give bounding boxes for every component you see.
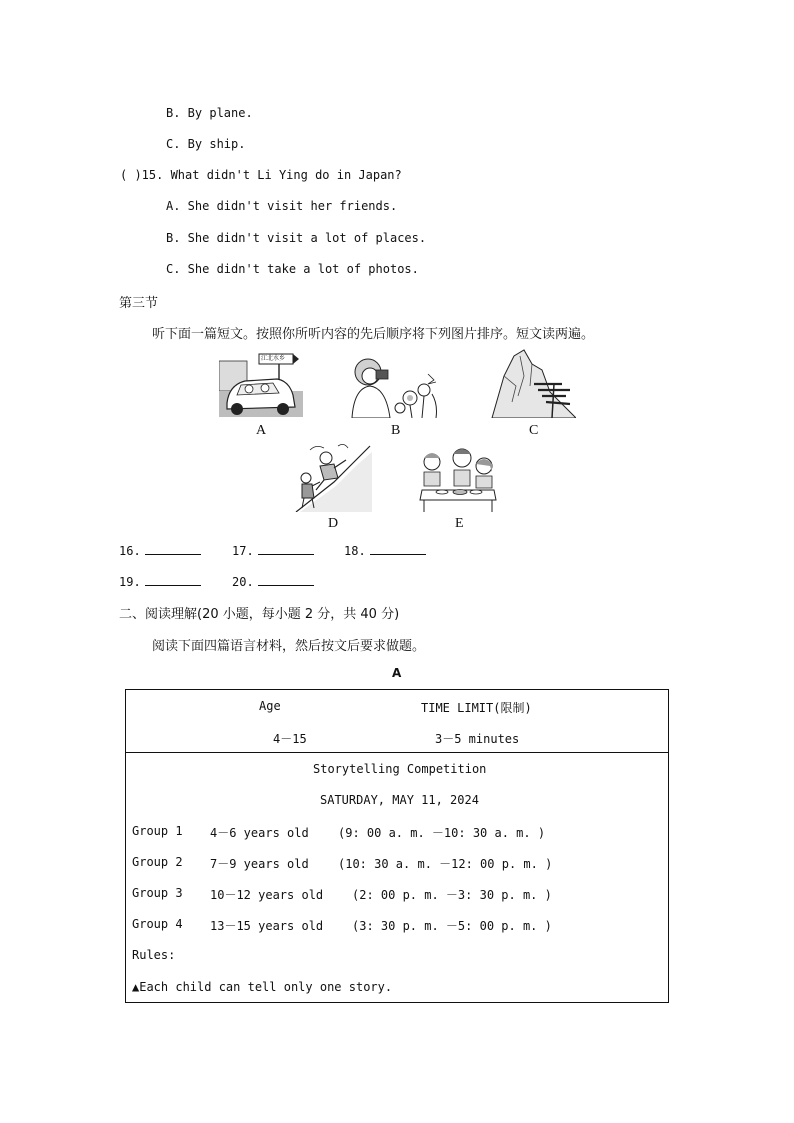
answer-16-number: 16. [119, 544, 141, 558]
group-1-name: Group 1 [132, 824, 183, 838]
answer-18 [344, 542, 426, 558]
group-2-name: Group 2 [132, 855, 183, 869]
answer-20-number: 20. [232, 575, 254, 589]
group-2-ages: 7－9 years old [210, 857, 309, 871]
answer-17-blank[interactable] [258, 542, 314, 555]
picture-b-label: B [391, 423, 401, 438]
group-3-time: (2: 00 p. m. －3: 30 p. m. ) [352, 888, 552, 902]
section3-instruction: 听下面一篇短文。按照你所听内容的先后顺序将下列图片排序。短文读两遍。 [152, 327, 595, 342]
group-2-time: (10: 30 a. m. －12: 00 p. m. ) [338, 857, 553, 871]
part2-title: 二、阅读理解(20 小题，每小题 2 分，共 40 分) [119, 607, 400, 622]
table-header-age: Age [259, 699, 281, 713]
picture-d-climbing-illustration [294, 442, 372, 512]
rule-1: ▲Each child can tell only one story. [132, 980, 393, 994]
q15-option-c: C. She didn't take a lot of photos. [166, 262, 419, 276]
answer-17-number: 17. [232, 544, 254, 558]
section3-title: 第三节 [119, 296, 159, 311]
answer-19-blank[interactable] [145, 573, 201, 586]
group-4-time: (3: 30 p. m. －5: 00 p. m. ) [352, 919, 552, 933]
q15-stem: ( )15. What didn't Li Ying do in Japan? [120, 168, 402, 182]
answer-17 [232, 542, 314, 558]
table-header-time-limit: TIME LIMIT(限制) [421, 701, 532, 715]
table-value-age: 4－15 [273, 732, 307, 746]
answer-19-number: 19. [119, 575, 141, 589]
road-sign-text: 江北水乡 [261, 355, 286, 362]
picture-a-label: A [256, 423, 267, 438]
picture-a-car-illustration [219, 351, 303, 417]
passage-label: A [392, 666, 402, 680]
group-3-name: Group 3 [132, 886, 183, 900]
picture-c-mountain-illustration [490, 346, 576, 418]
answer-20 [232, 573, 314, 589]
answer-19 [119, 573, 201, 589]
group-1-time: (9: 00 a. m. －10: 30 a. m. ) [338, 826, 546, 840]
table-value-time-limit: 3－5 minutes [435, 732, 520, 746]
group-1-ages: 4－6 years old [210, 826, 309, 840]
part2-instruction: 阅读下面四篇语言材料，然后按文后要求做题。 [152, 639, 426, 654]
answer-16-blank[interactable] [145, 542, 201, 555]
table-divider [125, 752, 669, 753]
q14-option-b: B. By plane. [166, 106, 253, 120]
event-title: Storytelling Competition [313, 762, 487, 776]
group-4-name: Group 4 [132, 917, 183, 931]
q14-option-c: C. By ship. [166, 137, 246, 151]
group-3-ages: 10－12 years old [210, 888, 324, 902]
picture-e-dinner-illustration [418, 446, 498, 512]
answer-18-number: 18. [344, 544, 366, 558]
picture-e-label: E [455, 516, 464, 531]
answer-18-blank[interactable] [370, 542, 426, 555]
picture-c-label: C [529, 423, 539, 438]
rules-label: Rules: [132, 948, 176, 962]
picture-b-photo-illustration [350, 354, 444, 418]
group-4-ages: 13－15 years old [210, 919, 324, 933]
q15-option-b: B. She didn't visit a lot of places. [166, 231, 427, 245]
competition-table [125, 689, 669, 1003]
q15-option-a: A. She didn't visit her friends. [166, 199, 398, 213]
answer-20-blank[interactable] [258, 573, 314, 586]
event-date: SATURDAY, MAY 11, 2024 [320, 793, 479, 807]
answer-16 [119, 542, 201, 558]
picture-d-label: D [328, 516, 339, 531]
